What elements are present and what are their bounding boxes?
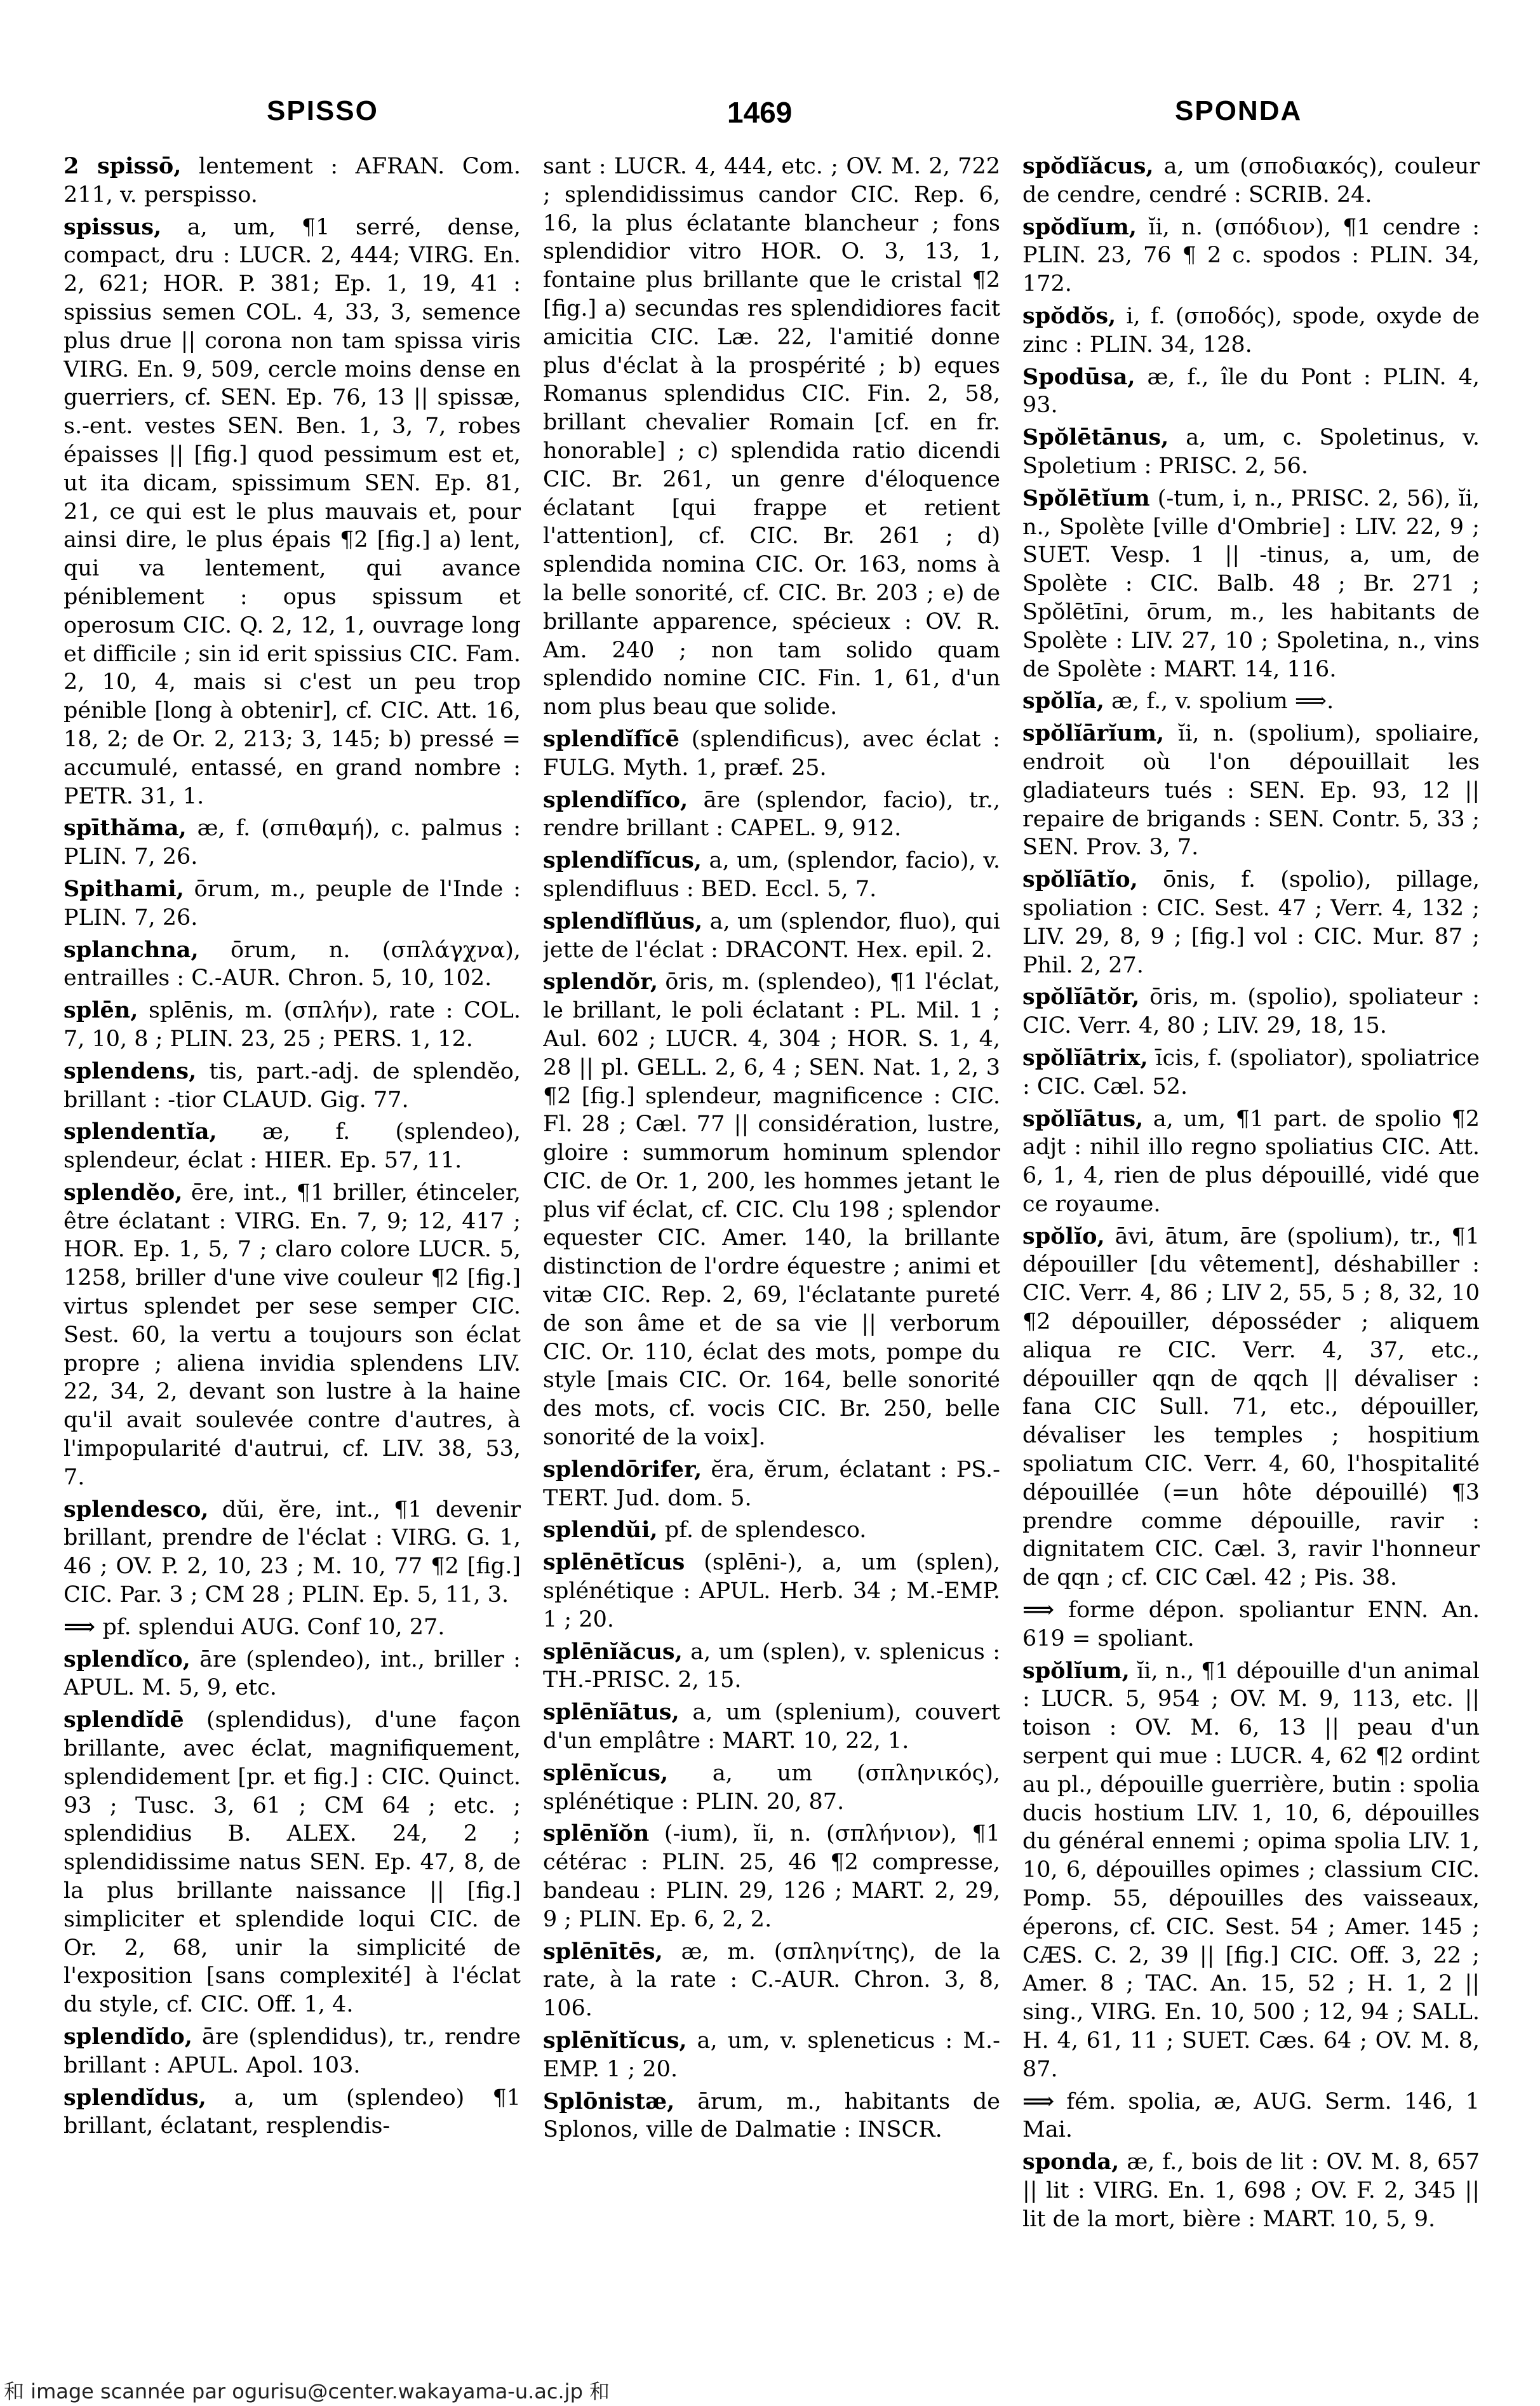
dictionary-entry (543, 1516, 1000, 1545)
entry-definition: forme dépon. spoliantur ENN. An. 619 = spoliant. (1022, 1597, 1480, 1651)
entry-headword: splendĭdus, (64, 2084, 206, 2111)
dictionary-entry (543, 1759, 1000, 1817)
entry-headword: splēnĭŏn (543, 1820, 650, 1847)
entry-headword: splēnĭtĭcus, (543, 2027, 687, 2053)
entry-definition: āre (splendeo), int., briller : APUL. M. 5, 9, etc. (64, 1646, 521, 1701)
dictionary-entry (64, 1058, 521, 1115)
dictionary-entry (1022, 485, 1480, 684)
dictionary-entry (543, 968, 1000, 1452)
entry-definition: æ, f. (splendeo), splendeur, éclat : HIER. Ep. 57, 11. (64, 1119, 521, 1174)
entry-definition: æ, f., bois de lit : OV. M. 8, 657 || lit : VIRG. En. 1, 698 ; OV. F. 2, 345 || lit de la mort, bière : MART. 10, 5, 9. (1022, 2149, 1480, 2232)
dictionary-entry (543, 1938, 1000, 2023)
entry-definition: āre (splendidus), tr., rendre brillant : APUL. Apol. 103. (64, 2024, 521, 2078)
entry-headword: ⟹ (64, 1613, 96, 1640)
entry-headword: splendesco, (64, 1496, 209, 1522)
column-2 (543, 152, 1000, 2312)
entry-headword: splanchna, (64, 936, 199, 963)
scan-credit: 和 image scannée par ogurisu@center.wakayama-u.ac.jp 和 (4, 2379, 610, 2403)
dictionary-entry (543, 1549, 1000, 1634)
entry-headword: spŏlĭātrix, (1022, 1044, 1148, 1071)
entry-definition: tis, part.-adj. de splendĕo, brillant : -tior CLAUD. Gig. 77. (64, 1058, 521, 1113)
entry-definition: æ, f., île du Pont : PLIN. 4, 93. (1022, 364, 1480, 419)
entry-headword: spŏdĭum, (1022, 213, 1137, 240)
dictionary-entry (1022, 213, 1480, 299)
page-header (0, 95, 1540, 146)
dictionary-entry (64, 936, 521, 993)
entry-headword: splendĕo, (64, 1179, 183, 1206)
entry-headword: Spŏlētĭum (1022, 485, 1150, 511)
dictionary-entry (1022, 1105, 1480, 1219)
dictionary-entry (543, 1456, 1000, 1513)
dictionary-columns (64, 152, 1480, 2312)
entry-definition: a, um, (splendor, facio), v. splendifluus : BED. Eccl. 5, 7. (543, 848, 1000, 902)
entry-headword: spŏlĭo, (1022, 1223, 1105, 1249)
dictionary-entry (543, 847, 1000, 904)
dictionary-entry (543, 908, 1000, 965)
running-head-right: SPONDA (1175, 95, 1302, 126)
entry-definition: a, um, v. spleneticus : M.-EMP. 1 ; 20. (543, 2028, 1000, 2082)
entry-definition: i, f. (σποδός), spode, oxyde de zinc : PLIN. 34, 128. (1022, 303, 1480, 358)
entry-headword: Splōnistæ, (543, 2088, 675, 2114)
dictionary-entry (543, 2027, 1000, 2084)
entry-definition: ōrum, n. (σπλάγχνα), entrailles : C.-AUR. Chron. 5, 10, 102. (64, 937, 521, 991)
entry-headword: spissus, (64, 213, 162, 240)
entry-headword: spŏlĭa, (1022, 688, 1104, 715)
column-1 (64, 152, 521, 2312)
entry-definition: a, um, c. Spoletinus, v. Spoletium : PRISC. 2, 56. (1022, 425, 1480, 479)
entry-headword: sponda, (1022, 2149, 1120, 2175)
entry-headword: Spodūsa, (1022, 363, 1135, 390)
entry-definition: ĭi, n. (spolium), spoliaire, endroit où l'on dépouillait les gladiateurs tués : SEN. Ep. 93, 12 || repaire de brigands : SEN. Contr. 5, 33 ; SEN. Prov. 3, 7. (1022, 721, 1480, 861)
entry-definition: ōris, m. (spolio), spoliateur : CIC. Verr. 4, 80 ; LIV. 29, 18, 15. (1022, 985, 1480, 1039)
entry-headword: splendens, (64, 1058, 197, 1084)
entry-definition: æ, f., v. spolium ⟹. (1111, 689, 1334, 715)
dictionary-entry (543, 152, 1000, 722)
entry-definition: ōnis, f. (spolio), pillage, spoliation : CIC. Sest. 47 ; Verr. 4, 132 ; LIV. 29, 8, 9 ; [fig.] vol : CIC. Mur. 87 ; Phil. 2, 27. (1022, 867, 1480, 978)
entry-headword: splendĭfĭcē (543, 725, 680, 752)
dictionary-entry (1022, 720, 1480, 862)
dictionary-entry (1022, 687, 1480, 716)
entry-headword: splēn, (64, 997, 138, 1024)
entry-definition: ĭi, n. (σπόδιον), ¶1 cendre : PLIN. 23, 76 ¶ 2 c. spodos : PLIN. 34, 172. (1022, 214, 1480, 297)
entry-definition: æ, m. (σπληνίτης), de la rate, à la rate : C.-AUR. Chron. 3, 8, 106. (543, 1939, 1000, 2022)
entry-definition: dŭi, ĕre, int., ¶1 devenir brillant, prendre de l'éclat : VIRG. G. 1, 46 ; OV. P. 2, 10, 23 ; M. 10, 77 ¶2 [fig.] CIC. Par. 3 ; CM 28 ; PLIN. Ep. 5, 11, 3. (64, 1496, 521, 1608)
entry-headword: splendĭflŭus, (543, 908, 703, 934)
dictionary-entry (64, 1496, 521, 1610)
entry-headword: splēnētĭcus (543, 1549, 685, 1576)
entry-definition: a, um (splendeo) ¶1 brillant, éclatant, resplendis- (64, 2085, 521, 2139)
dictionary-entry (64, 1646, 521, 1703)
entry-headword: spŏdĭăcus, (1022, 153, 1154, 179)
entry-definition: a, um (splenium), couvert d'un emplâtre : MART. 10, 22, 1. (543, 1700, 1000, 1754)
dictionary-entry (64, 1613, 521, 1642)
dictionary-entry (1022, 2088, 1480, 2145)
dictionary-entry (1022, 1223, 1480, 1592)
entry-definition: a, um (splendor, fluo), qui jette de l'éclat : DRACONT. Hex. epil. 2. (543, 908, 1000, 963)
dictionary-entry (64, 814, 521, 871)
entry-definition: (splēni-), a, um (splen), splénétique : APUL. Herb. 34 ; M.-EMP. 1 ; 20. (543, 1550, 1000, 1632)
dictionary-entry (64, 1179, 521, 1492)
entry-definition: lentement : AFRAN. Com. 211, v. perspisso. (64, 154, 521, 208)
dictionary-entry (64, 2084, 521, 2141)
dictionary-entry (64, 152, 521, 210)
entry-definition: pf. splendui AUG. Conf 10, 27. (102, 1614, 445, 1640)
column-3 (1022, 152, 1480, 2312)
dictionary-entry (64, 997, 521, 1054)
entry-headword: ⟹ (1022, 2088, 1055, 2114)
entry-headword: splendŏr, (543, 969, 659, 995)
entry-definition: ōris, m. (splendeo), ¶1 l'éclat, le brillant, le poli éclatant : PL. Mil. 1 ; Aul. 602 ; LUCR. 4, 304 ; HOR. S. 1, 4, 28 || pl. GELL. 2, 6, 4 ; SEN. Nat. 1, 2, 3 ¶2 [fig.] splendeur, magnificence : CIC. Fl. 28 ; Cæl. 77 || considération, lustre, gloire : summorum hominum splendor CIC. de Or. 1, 200, les hommes jetant le plus vif éclat, cf. CIC. Clu 198 ; splendor equester CIC. Amer. 140, la brillante distinction de l'ordre équestre ; animi et vitæ CIC. Rep. 2, 69, l'éclatante pureté de son âme et de sa vie || verborum CIC. Or. 110, éclat des mots, pompe du style [mais CIC. Or. 164, belle sonorité des mots, cf. vocis CIC. Br. 250, belle sonorité de la voix]. (543, 969, 1000, 1451)
entry-definition: a, um, ¶1 serré, dense, compact, dru : LUCR. 2, 444; VIRG. En. 2, 621; HOR. P. 381; Ep. 1, 19, 41 : spissius semen COL. 4, 33, 3, semence plus drue || corona non tam spissa viris VIRG. En. 9, 509, cercle moins dense en guerriers, cf. SEN. Ep. 76, 13 || spissæ, s.-ent. vestes SEN. Ben. 1, 3, 7, robes épaisses || [fig.] quod pessimum est et, ut ita dicam, spissimum SEN. Ep. 81, 21, ce qui est le plus mauvais et, pour ainsi dire, le plus épais ¶2 [fig.] a) lent, qui va lentement, qui avance péniblement : opus spissum et operosum CIC. Q. 2, 12, 1, ouvrage long et difficile ; sin id erit spissius CIC. Fam. 2, 10, 4, mais si c'est un peu trop pénible [long à obtenir], cf. CIC. Att. 16, 18, 2; de Or. 2, 213; 3, 145; b) pressé = accumulé, entassé, en grand nombre : PETR. 31, 1. (64, 214, 521, 809)
entry-headword: spŏlĭātus, (1022, 1105, 1144, 1132)
entry-headword: splendĭfĭcus, (543, 847, 702, 874)
entry-definition: æ, f. (σπιθαμή), c. palmus : PLIN. 7, 26. (64, 816, 521, 870)
dictionary-entry (64, 1706, 521, 2019)
dictionary-entry (1022, 866, 1480, 979)
dictionary-entry (543, 786, 1000, 843)
dictionary-entry (1022, 1596, 1480, 1653)
dictionary-entry (64, 213, 521, 811)
running-head-left: SPISSO (267, 95, 378, 126)
entry-headword: splendĭdo, (64, 2024, 192, 2050)
dictionary-entry (1022, 983, 1480, 1040)
entry-headword: splēnĭātus, (543, 1699, 680, 1726)
dictionary-entry (543, 1638, 1000, 1695)
entry-headword: splendĭdē (64, 1707, 184, 1733)
entry-headword: splendĭco, (64, 1646, 191, 1672)
entry-definition: īcis, f. (spoliator), spoliatrice : CIC. Cæl. 52. (1022, 1045, 1480, 1099)
dictionary-entry (64, 875, 521, 932)
entry-definition: fém. spolia, æ, AUG. Serm. 146, 1 Mai. (1022, 2088, 1480, 2143)
entry-definition: splēnis, m. (σπλήν), rate : COL. 7, 10, 8 ; PLIN. 23, 25 ; PERS. 1, 12. (64, 998, 521, 1052)
entry-definition: a, um, ¶1 part. de spolio ¶2 adjt : nihil illo regno spoliatius CIC. Att. 6, 1, 4, rien de plus dépouillé, vidé que ce royaume. (1022, 1106, 1480, 1217)
dictionary-entry (1022, 1044, 1480, 1101)
entry-definition: a, um (splen), v. splenicus : TH.-PRISC. 2, 15. (543, 1639, 1000, 1693)
dictionary-entry (1022, 2148, 1480, 2233)
dictionary-entry (1022, 1657, 1480, 2084)
entry-headword: Spithami, (64, 875, 184, 902)
page-number: 1469 (727, 96, 793, 129)
entry-definition: pf. de splendesco. (664, 1517, 867, 1543)
entry-headword: splendentĭa, (64, 1119, 217, 1145)
entry-definition: ĕra, ĕrum, éclatant : PS.-TERT. Jud. dom. 5. (543, 1456, 1000, 1511)
entry-headword: Spŏlētānus, (1022, 424, 1169, 451)
entry-headword: spŏlĭārĭum, (1022, 720, 1165, 747)
entry-definition: ĭi, n., ¶1 dépouille d'un animal : LUCR. 5, 954 ; OV. M. 9, 113, etc. || toison : OV. M. 6, 13 || peau d'un serpent qui mue : LUCR. 4, 62 ¶2 ordint au pl., dépouille guerrière, butin : spolia ducis hostium LIV. 1, 10, 6, dépouilles du général ennemi ; opima spolia LIV. 1, 10, 6, dépouilles opimes ; classium CIC. Pomp. 55, dépouilles des vaisseaux, éperons, cf. CIC. Sest. 54 ; Amer. 145 ; CÆS. C. 2, 39 || [fig.] CIC. Off. 3, 22 ; Amer. 8 ; TAC. An. 15, 52 ; H. 1, 2 || sing., VIRG. En. 10, 500 ; 12, 94 ; SALL. H. 4, 61, 11 ; SUET. Cæs. 64 ; OV. M. 8, 87. (1022, 1658, 1480, 2082)
entry-definition: (splendidus), d'une façon brillante, avec éclat, magnifiquement, splendidement [pr. et fig.] : CIC. Quinct. 93 ; Tusc. 3, 61 ; CM 64 ; etc. ; splendidius B. ALEX. 24, 2 ; splendidissime natus SEN. Ep. 47, 8, de la plus brillante naissance || [fig.] simpliciter et splendide loqui CIC. de Or. 2, 68, unir la simplicité de l'exposition [sans complexité] à l'éclat du style, cf. CIC. Off. 1, 4. (64, 1707, 521, 2018)
entry-headword: spīthăma, (64, 815, 187, 842)
entry-definition: a, um (σποδιακός), couleur de cendre, cendré : SCRIB. 24. (1022, 154, 1480, 208)
dictionary-entry (543, 1698, 1000, 1756)
entry-definition: ōrum, m., peuple de l'Inde : PLIN. 7, 26. (64, 876, 521, 931)
dictionary-entry (1022, 152, 1480, 210)
entry-definition: ēre, int., ¶1 briller, étinceler, être éclatant : VIRG. En. 7, 9; 12, 417 ; HOR. Ep. 1, 5, 7 ; claro colore LUCR. 5, 1258, briller d'une vive couleur ¶2 [fig.] virtus splendet per sese semper CIC. Sest. 60, la vertu a toujours son éclat propre ; aliena invidia splendens LIV. 22, 34, 2, devant son lustre à la haine qu'il avait soulevée contre d'autres, à l'impopularité d'autrui, cf. LIV. 38, 53, 7. (64, 1179, 521, 1490)
entry-definition: ārum, m., habitants de Splonos, ville de Dalmatie : INSCR. (543, 2088, 1000, 2143)
entry-definition: (-ium), ĭi, n. (σπλήνιον), ¶1 cétérac : PLIN. 25, 46 ¶2 compresse, bandeau : PLIN. 29, 126 ; MART. 2, 29, 9 ; PLIN. Ep. 6, 2, 2. (543, 1821, 1000, 1932)
entry-headword: splēnĭăcus, (543, 1638, 683, 1665)
dictionary-entry (64, 2023, 521, 2080)
entry-headword: 2 spissō, (64, 153, 182, 179)
dictionary-entry (1022, 363, 1480, 420)
entry-definition: a, um (σπληνικός), splénétique : PLIN. 20, 87. (543, 1760, 1000, 1815)
entry-definition: (splendificus), avec éclat : FULG. Myth. 1, præf. 25. (543, 726, 1000, 781)
entry-definition: sant : LUCR. 4, 444, etc. ; OV. M. 2, 722 ; splendidissimus candor CIC. Rep. 6, 16, la plus éclatante blancheur ; fons splendidior vitro HOR. O. 3, 13, 1, fontaine plus brillante que le cristal ¶2 [fig.] a) secundas res splendidiores facit amicitia CIC. Læ. 22, l'amitié donne plus d'éclat à la prospérité ; b) eques Romanus splendidus CIC. Fin. 2, 58, brillant chevalier Romain [cf. en fr. honorable] ; c) splendida ratio dicendi CIC. Br. 261, un genre d'éloquence éclatant [qui frappe et retient l'attention], cf. CIC. Br. 261 ; d) splendida nomina CIC. Or. 163, noms à la belle sonorité, cf. CIC. Br. 203 ; e) de brillante apparence, spécieux : OV. R. Am. 240 ; non tam solido quam splendido nomine CIC. Fin. 1, 61, d'un nom plus beau que solide. (543, 154, 1000, 720)
entry-headword: spŏlĭātĭo, (1022, 866, 1138, 893)
entry-definition: āre (splendor, facio), tr., rendre brillant : CAPEL. 9, 912. (543, 787, 1000, 842)
entry-headword: splendŭi, (543, 1517, 658, 1543)
dictionary-entry (1022, 302, 1480, 360)
entry-headword: splendĭfĭco, (543, 786, 688, 813)
entry-headword: splēnĭcus, (543, 1759, 669, 1786)
entry-headword: ⟹ (1022, 1597, 1055, 1623)
entry-definition: āvi, ātum, āre (spolium), tr., ¶1 dépouiller [du vêtement], déshabiller : CIC. Verr. 4, 86 ; LIV 2, 55, 5 ; 8, 32, 10 ¶2 dépouiller, déposséder ; aliquem aliqua re CIC. Verr. 4, 37, etc., dépouiller qqn de qqch || dévaliser : fana CIC Sull. 71, etc., dépouiller, dévaliser les temples ; hospitium spoliatum CIC. Verr. 4, 60, l'hospitalité dépouillée (=un hôte dépouillé) ¶3 prendre comme dépouille, ravir : dignitatem CIC. Cæl. 3, ravir l'honneur de qqn ; cf. CIC Cæl. 42 ; Pis. 38. (1022, 1223, 1480, 1591)
dictionary-entry (543, 2088, 1000, 2145)
dictionary-entry (543, 1820, 1000, 1933)
entry-headword: spŏlĭātŏr, (1022, 984, 1140, 1011)
dictionary-entry (1022, 424, 1480, 481)
entry-headword: spŏlĭum, (1022, 1657, 1130, 1684)
entry-headword: spŏdŏs, (1022, 302, 1116, 329)
entry-headword: splēnītēs, (543, 1938, 663, 1965)
dictionary-entry (543, 725, 1000, 783)
entry-headword: splendōrifer, (543, 1456, 702, 1482)
dictionary-entry (64, 1118, 521, 1175)
entry-definition: (-tum, i, n., PRISC. 2, 56), ĭi, n., Spolète [ville d'Ombrie] : LIV. 22, 9 ; SUET. Vesp. 1 || -tinus, a, um, de Spolète : CIC. Balb. 48 ; Br. 271 ; Spŏlētīni, ōrum, m., les habitants de Spolète : LIV. 27, 10 ; Spoletina, n., vins de Spolète : MART. 14, 116. (1022, 485, 1480, 682)
